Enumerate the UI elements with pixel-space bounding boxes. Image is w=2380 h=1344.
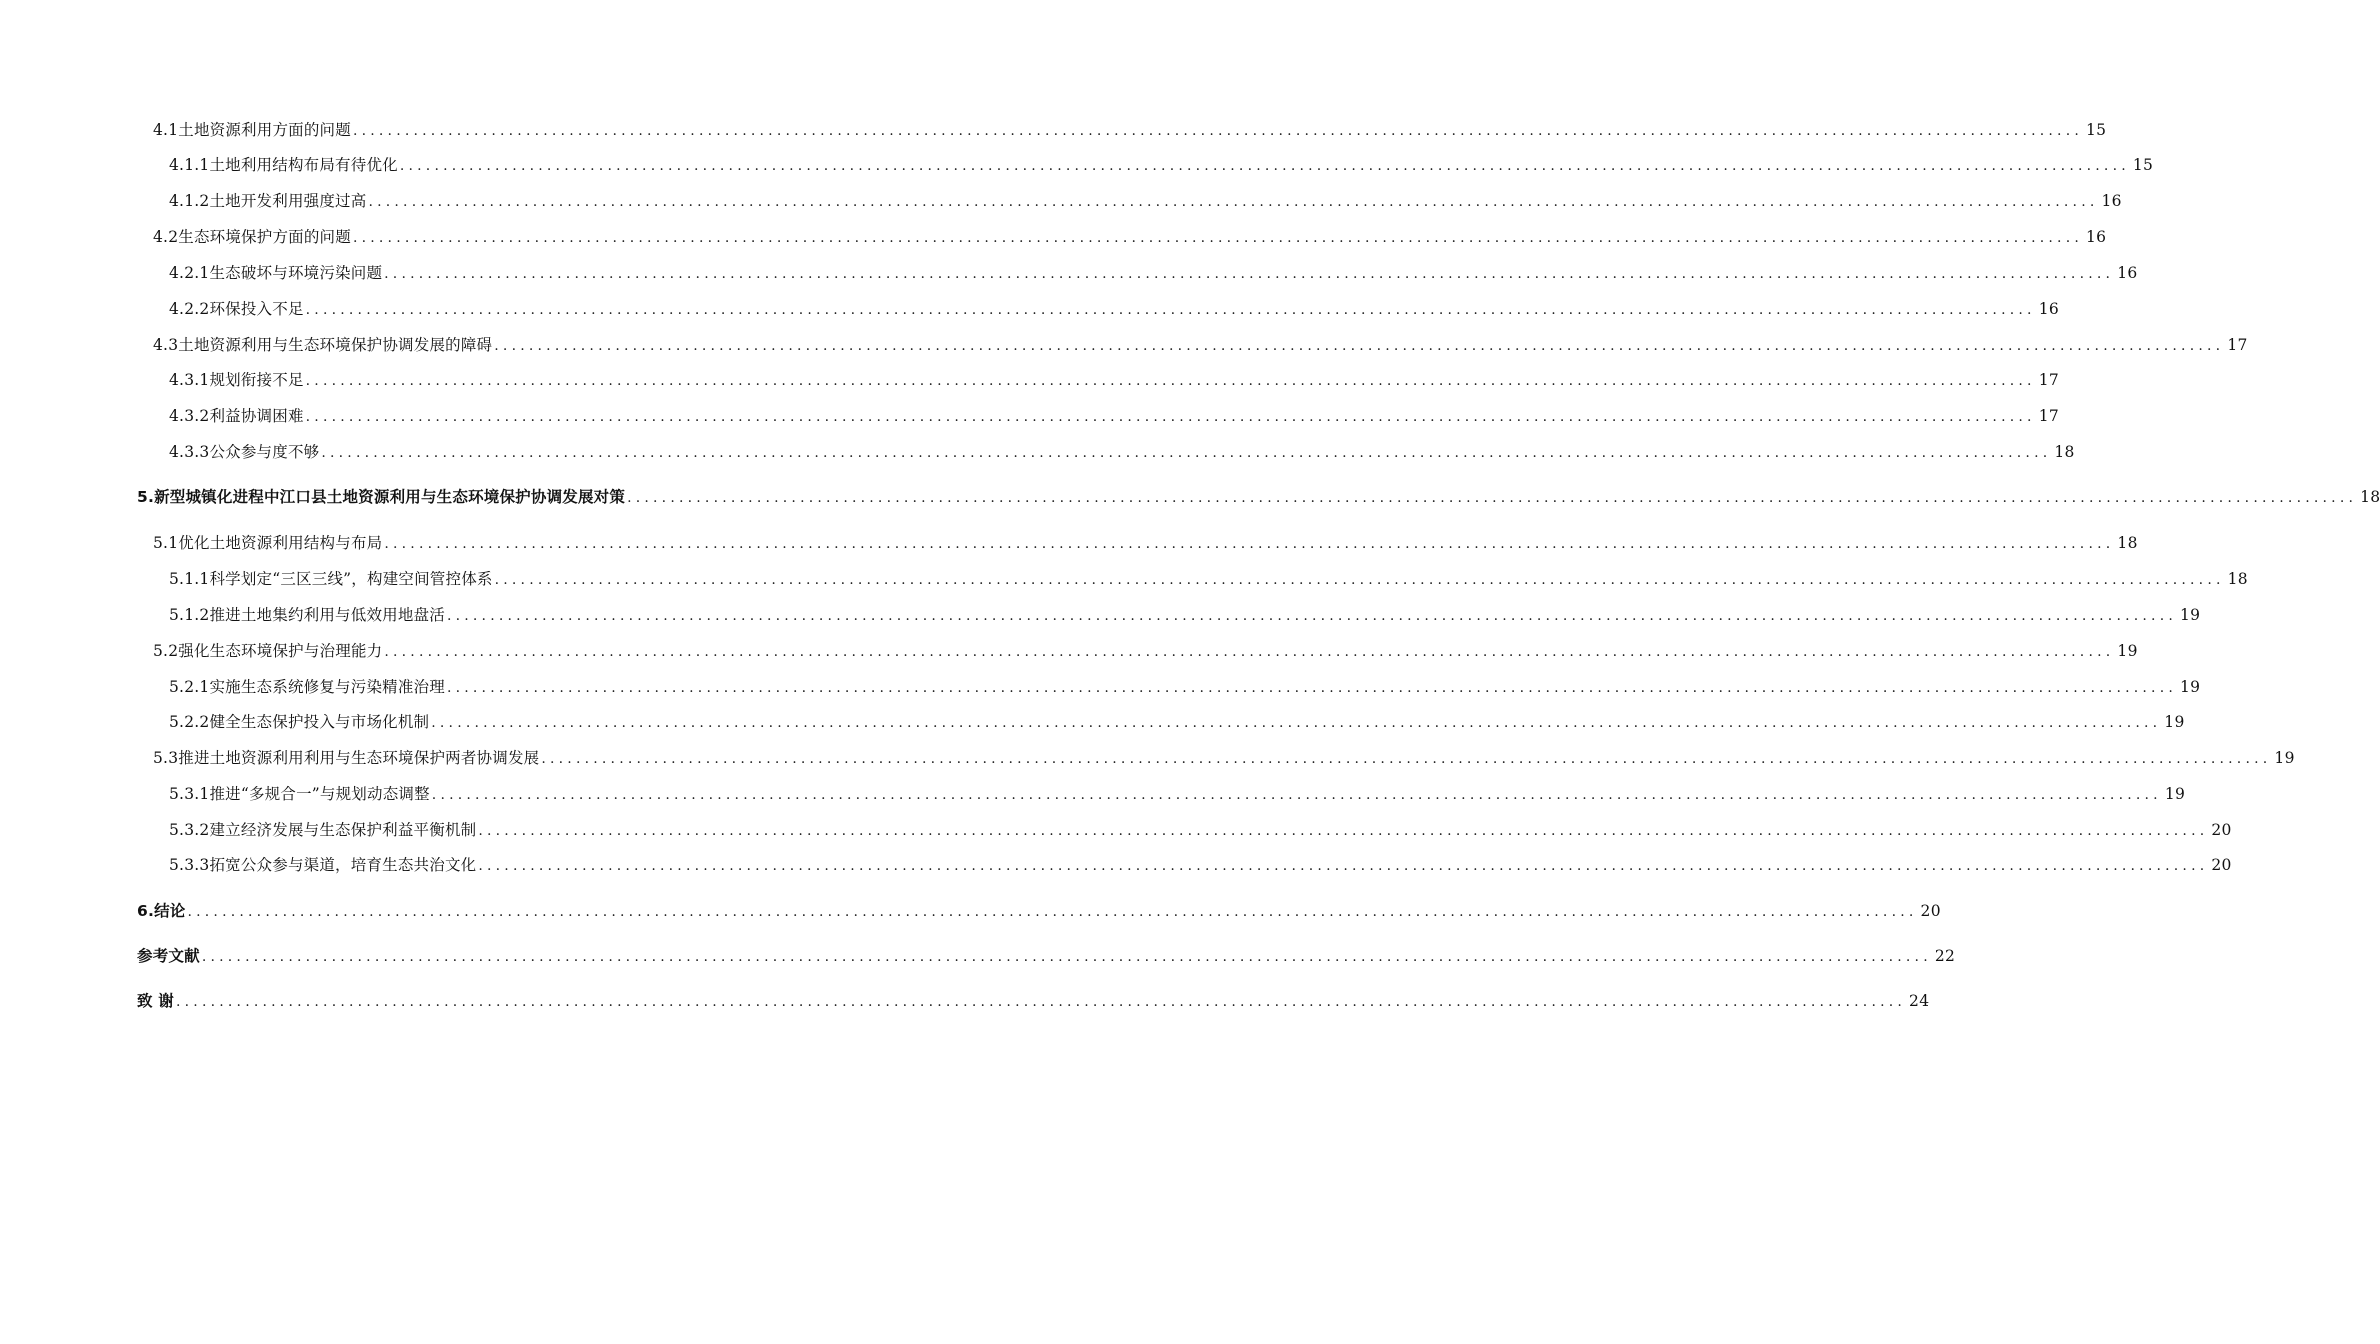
- toc-dot-leader: ........................................................................................................................................................................................................: [478, 823, 2209, 839]
- toc-entry[interactable]: [169, 299, 2060, 319]
- toc-entry[interactable]: [169, 820, 2232, 840]
- toc-entry[interactable]: [153, 227, 2107, 247]
- toc-page-number: 18: [2117, 534, 2138, 552]
- toc-page-number: 20: [1920, 902, 1941, 920]
- toc-entry[interactable]: [169, 855, 2232, 875]
- toc-dot-leader: ........................................................................................................................................................................................................: [384, 536, 2115, 552]
- toc-page-number: 19: [2180, 606, 2201, 624]
- toc-page-number: 18: [2054, 443, 2075, 461]
- toc-dot-leader: ........................................................................................................................................................................................................: [446, 608, 2177, 624]
- toc-entry-title: 5.3.2建立经济发展与生态保护利益平衡机制: [169, 821, 477, 839]
- toc-entry-title: 4.3.1规划衔接不足: [169, 371, 304, 389]
- toc-page-number: 18: [2227, 570, 2248, 588]
- toc-entry[interactable]: [169, 191, 2122, 211]
- toc-entry[interactable]: [137, 901, 1941, 921]
- toc-dot-leader: ........................................................................................................................................................................................................: [494, 572, 2225, 588]
- toc-entry-title: 5.3.1推进“多规合一”与规划动态调整: [169, 785, 430, 803]
- toc-entry-title: 5.2.2健全生态保护投入与市场化机制: [169, 713, 430, 731]
- toc-page-number: 19: [2117, 642, 2138, 660]
- toc-dot-leader: ........................................................................................................................................................................................................: [176, 994, 1907, 1010]
- toc-dot-leader: ........................................................................................................................................................................................................: [541, 751, 2272, 767]
- toc-dot-leader: ........................................................................................................................................................................................................: [305, 409, 2036, 425]
- toc-entry[interactable]: [169, 784, 2186, 804]
- toc-entry[interactable]: [169, 442, 2075, 462]
- toc-entry[interactable]: [169, 263, 2138, 283]
- toc-entry-title: 4.2.2环保投入不足: [169, 300, 304, 318]
- toc-dot-leader: ........................................................................................................................................................................................................: [431, 787, 2162, 803]
- toc-entry-title: 4.2生态环境保护方面的问题: [153, 228, 351, 246]
- toc-entry[interactable]: [169, 569, 2248, 589]
- toc-entry-title: 致 谢: [137, 992, 174, 1010]
- toc-entry-title: 5.新型城镇化进程中江口县土地资源利用与生态环境保护协调发展对策: [137, 488, 626, 506]
- toc-page-number: 16: [2117, 264, 2138, 282]
- toc-entry[interactable]: [153, 533, 2138, 553]
- toc-dot-leader: ........................................................................................................................................................................................................: [431, 715, 2162, 731]
- toc-dot-leader: ........................................................................................................................................................................................................: [201, 949, 1932, 965]
- toc-entry[interactable]: [137, 991, 1930, 1011]
- toc-page-number: 18: [2360, 488, 2380, 506]
- toc-entry-title: 4.3土地资源利用与生态环境保护协调发展的障碍: [153, 336, 493, 354]
- toc-entry-title: 5.1.2推进土地集约利用与低效用地盘活: [169, 606, 445, 624]
- toc-dot-leader: ........................................................................................................................................................................................................: [305, 373, 2036, 389]
- toc-page-number: 19: [2164, 785, 2186, 803]
- toc-dot-leader: ........................................................................................................................................................................................................: [494, 338, 2225, 354]
- toc-dot-leader: ........................................................................................................................................................................................................: [352, 230, 2083, 246]
- toc-page-number: 17: [2038, 407, 2060, 425]
- toc-dot-leader: ........................................................................................................................................................................................................: [321, 445, 2052, 461]
- toc-entry-title: 4.3.3公众参与度不够: [169, 443, 320, 461]
- toc-dot-leader: ........................................................................................................................................................................................................: [478, 858, 2209, 874]
- toc-entry[interactable]: [169, 155, 2154, 175]
- toc-dot-leader: ........................................................................................................................................................................................................: [627, 490, 2358, 506]
- toc-dot-leader: ........................................................................................................................................................................................................: [446, 680, 2177, 696]
- toc-page-number: 16: [2086, 228, 2107, 246]
- toc-entry[interactable]: [169, 712, 2185, 732]
- toc-entry-title: 4.3.2利益协调困难: [169, 407, 304, 425]
- toc-page-number: 17: [2038, 371, 2060, 389]
- toc-dot-leader: ........................................................................................................................................................................................................: [187, 904, 1918, 920]
- toc-entry-title: 5.3推进土地资源利用利用与生态环境保护两者协调发展: [153, 749, 540, 767]
- toc-page-number: 19: [2180, 678, 2201, 696]
- toc-dot-leader: ........................................................................................................................................................................................................: [368, 194, 2099, 210]
- toc-entry-title: 4.1土地资源利用方面的问题: [153, 121, 351, 139]
- toc-entry-title: 5.2.1实施生态系统修复与污染精准治理: [169, 678, 445, 696]
- toc-entry-title: 5.2强化生态环境保护与治理能力: [153, 642, 383, 660]
- toc-dot-leader: ........................................................................................................................................................................................................: [384, 266, 2115, 282]
- toc-page-number: 20: [2211, 856, 2232, 874]
- toc-entry[interactable]: [153, 641, 2138, 661]
- toc-entry-title: 5.1优化土地资源利用结构与布局: [153, 534, 383, 552]
- toc-page-number: 15: [2086, 121, 2107, 139]
- toc-entry[interactable]: [153, 748, 2295, 768]
- toc-page-number: 19: [2274, 749, 2295, 767]
- toc-page-number: 17: [2227, 336, 2248, 354]
- toc-dot-leader: ........................................................................................................................................................................................................: [352, 123, 2083, 139]
- toc-entry-title: 4.1.1土地利用结构布局有待优化: [169, 156, 398, 174]
- toc-page-number: 24: [1909, 992, 1930, 1010]
- toc-dot-leader: ........................................................................................................................................................................................................: [399, 158, 2130, 174]
- toc-page-number: 20: [2211, 821, 2232, 839]
- toc-entry[interactable]: [169, 406, 2060, 426]
- toc-entry-title: 6.结论: [137, 902, 186, 920]
- toc-page-number: 16: [2038, 300, 2060, 318]
- toc-entry-title: 5.3.3拓宽公众参与渠道，培育生态共治文化: [169, 856, 477, 874]
- toc-dot-leader: ........................................................................................................................................................................................................: [384, 644, 2115, 660]
- toc-entry-title: 参考文献: [137, 947, 200, 965]
- toc-entry[interactable]: [153, 335, 2248, 355]
- toc-dot-leader: ........................................................................................................................................................................................................: [305, 302, 2036, 318]
- toc-page-number: 22: [1934, 947, 1956, 965]
- toc-page-number: 19: [2164, 713, 2185, 731]
- toc-entry[interactable]: [137, 946, 1956, 966]
- toc-entry-title: 4.1.2土地开发利用强度过高: [169, 192, 367, 210]
- toc-entry[interactable]: [169, 370, 2060, 390]
- toc-entry[interactable]: [169, 605, 2201, 625]
- toc-entry[interactable]: [169, 677, 2201, 697]
- toc-entry-title: 5.1.1科学划定“三区三线”，构建空间管控体系: [169, 570, 493, 588]
- toc-entry[interactable]: [137, 487, 2380, 507]
- toc-entry-title: 4.2.1生态破坏与环境污染问题: [169, 264, 383, 282]
- toc-page-number: 15: [2132, 156, 2154, 174]
- toc-entry[interactable]: [153, 120, 2107, 140]
- toc-page-number: 16: [2101, 192, 2122, 210]
